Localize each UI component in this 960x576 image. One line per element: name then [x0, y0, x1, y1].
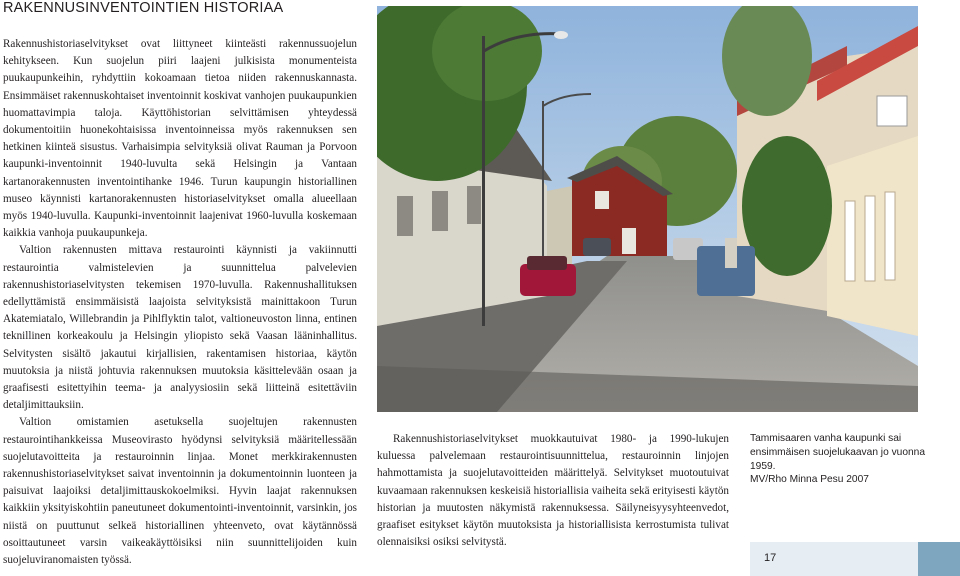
caption-text: Tammisaaren vanha kaupunki sai ensimmäisen suojelukaavan jo vuonna 1959. [750, 433, 925, 472]
street-photo [377, 6, 918, 412]
page-number-box [750, 542, 918, 576]
section-heading: RAKENNUSINVENTOINTIEN HISTORIAA [3, 0, 284, 16]
caption-credit: MV/Rho Minna Pesu 2007 [750, 474, 869, 486]
photo-caption [750, 432, 935, 487]
left-text-column [3, 36, 357, 569]
bottom-paragraph: Rakennushistoriaselvitykset muokkautuivat 1980- ja 1990-lukujen kuluessa palvelemaan restaurointisuunnittelua, restauroinnin linjojen hahmottamista ja suojelutavoitteiden määrittelyä. Selvitykset muotoutuivat kuvaamaan rakennuksen keskeisiä historiallisia vaiheita sekä erityisesti käytön historian ja muutosten näkymistä rakennuksessa. Säilyneisyysyhteenvedot, graafiset esitykset käytön muutoksista ja historiallisista kerrostumista tulivat olennaisiksi osiksi selvitystä. [377, 433, 729, 549]
page-number: 17 [764, 552, 777, 564]
paragraph-2: Valtion rakennusten mittava restaurointi käynnisti ja vakiinnutti restaurointia valmistelevien ja suunnittelua palvelevien rakennushistoriaselvitysten tekemisen 1970-luvulla. Rakennushallituksen edellyttämistä ensimmäisistä laajoista selvityksistä mainittakoon Turun Akatemiatalo, Willebrandin ja Pihlflyktin talot, valtioneuvoston linna, entinen teknillinen korkeakoulu ja Helsingin yliopisto sekä Vaasan lääninhallitus. Selvitysten sisältö jakautui kirjallisien, rakentamisen historiaa, käytön muutoksia ja niistä johtuvia rakennuksen muutoksia käsittelevään osaan ja graafisesti esitettyihin teema- ja analyysiosiin sekä liitteinä esitettäviin detaljimittauksiin. [3, 244, 357, 412]
paragraph-1: Rakennushistoriaselvitykset ovat liittyneet kiinteästi rakennussuojelun kehitykseen. Kun suojelun piiri laajeni julkisista monumenteista puukaupunkeihin, ryhdyttiin kokoamaan tietoa niiden rakennuskannasta. Ensimmäiset rakennuskohtaiset inventoinnit koskivat vanhojen puukaupunkien huomattavimpia taloja. Käyttöhistorian selvittämisen yhteydessä dokumentoitiin huonekohtaisissa inventoinneissa myös rakennuksen sen hetkinen kiinteä sisustus. Varhaisimpia selvityksiä olivat Rauman ja Porvoon kaupunki-inventoinnit 1940-luvulta sekä Helsingin ja Vantaan kartanorakennusten inventointihanke 1946. Turun kaupungin historiallinen museo käynnisti kartanorakennusten historiaselvitykset omalla alueellaan myös 1940-luvulla. Kaupunki-inventoinnit laajenivat 1960-luvulla koskemaan kaikkia vanhoja puukaupunkeja. [3, 38, 357, 240]
paragraph-3: Valtion omistamien asetuksella suojeltujen rakennusten restaurointihankkeissa Museovirasto hyödynsi selvityksiä määritellessään suojelutavoitteita ja restauroinnin linjaa. Monet merkkirakennusten rakennushistoriaselvitykset saivat inventoinnin ja dokumentoinnin luonteen ja paisuivat laajoiksi detaljimittauskokoelmiksi. Hyvin laajat rakennuksen kaikkiin yksityiskohtiin paneutuneet dokumentointi-inventoinnit, varsinkin, jos niistä on puuttunut selkeä historiallinen yhteenveto, ovat käytännössä osoittautuneet varsin vaikeakäyttöisiksi niin suunnittelijoiden kuin suojeluviranomaisten työssä. [3, 416, 357, 567]
page-tab-accent [918, 542, 960, 576]
bottom-text-column [377, 431, 729, 551]
